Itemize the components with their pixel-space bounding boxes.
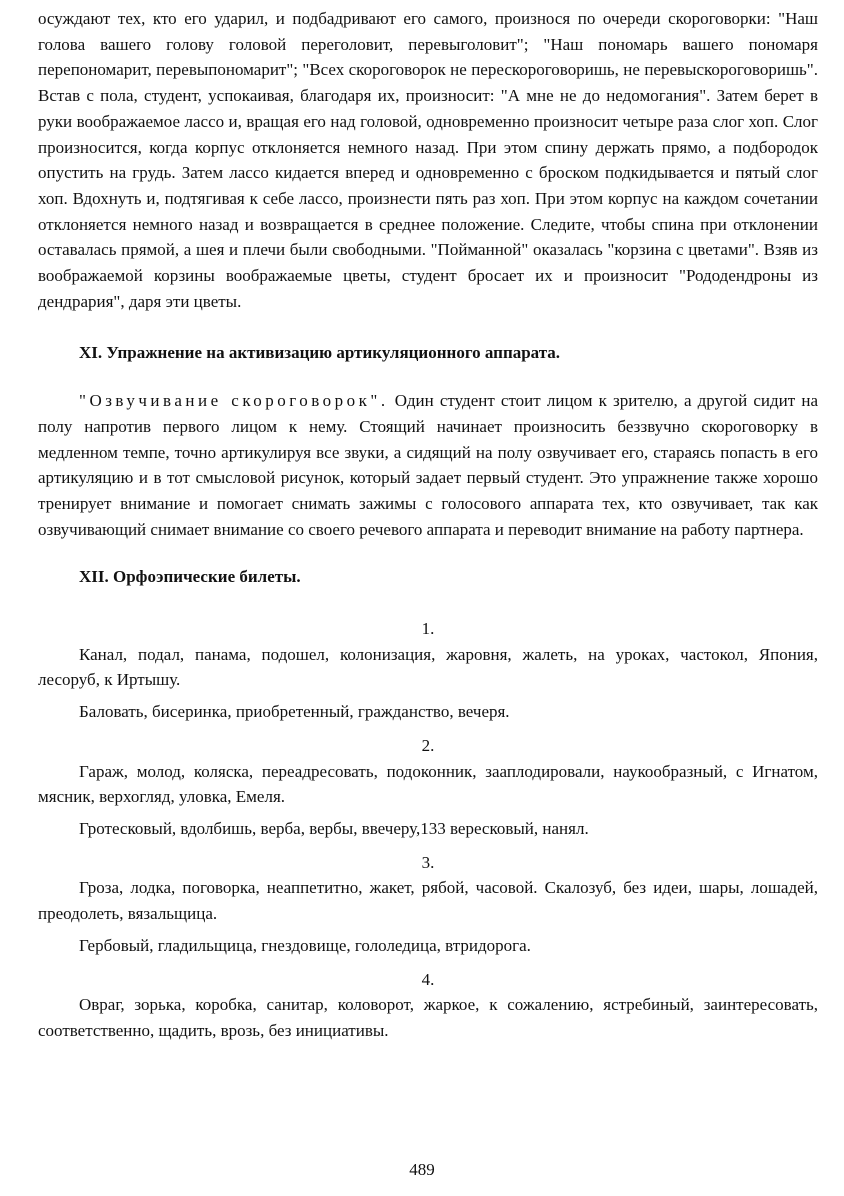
page-number: 489 xyxy=(409,1160,435,1179)
ticket-3 xyxy=(38,850,818,959)
exercise-title: "Озвучивание скороговорок". xyxy=(79,391,389,411)
section-11-heading: XI. Упражнение на активизацию артикуляционного аппарата. xyxy=(79,343,561,363)
ticket-line: Канал, подал, панама, подошел, колонизация, жаровня, жалеть, на уроках, частокол, Япония, лесоруб, к Иртышу. xyxy=(38,644,818,690)
ticket-line: Овраг, зорька, коробка, санитар, коловорот, жаркое, к сожалению, ястребиный, заинтересовать, соответственно, щадить, врозь, без инициативы. xyxy=(38,995,818,1040)
ticket-4 xyxy=(38,967,818,1044)
ticket-1 xyxy=(38,616,818,725)
ticket-number: 1. xyxy=(421,619,435,639)
ticket-number: 2. xyxy=(421,735,435,755)
ticket-line: Гербовый, гладильщица, гнездовище, гололедица, втридорога. xyxy=(79,935,531,955)
ticket-number: 3. xyxy=(421,852,435,872)
exercise-text: Один студент стоит лицом к зрителю, а другой сидит на полу напротив первого лицом к нему. Стоящий начинает произносить беззвучно скороговорку в медленном темпе, точно артикулируя все звуки, а сидящий на полу озвучивает его, стараясь попасть в его артикуляцию и в тот смысловой рисунок, который задает первый студент. Это упражнение также хорошо тренирует внимание и помогает снимать зажимы с голосового аппарата тех, кто озвучивает, так как озвучивающий снимает внимание со своего речевого аппарата и переводит внимание на работу партнера. xyxy=(38,391,819,539)
ticket-line: Гараж, молод, коляска, переадресовать, подоконник, зааплодировали, наукообразный, с Игнатом, мясник, верхогляд, уловка, Емеля. xyxy=(38,761,818,807)
ticket-line: Гроза, лодка, поговорка, неаппетитно, жакет, рябой, часовой. Скалозуб, без идеи, шары, лошадей, преодолеть, вязальщица. xyxy=(38,878,818,924)
ticket-2 xyxy=(38,733,818,842)
ticket-number: 4. xyxy=(421,969,435,989)
ticket-line: Гротесковый, вдолбишь, верба, вербы, ввечеру,133 вересковый, нанял. xyxy=(79,818,589,838)
intro-paragraph: осуждают тех, кто его ударил, и подбадривают его самого, произнося по очереди скороговорки: "Наш голова вашего голову головой переголовит, перевыголовит"; "Наш пономарь вашего пономаря перепономарит, перевыпономарит"; "Всех скороговорок не перескороговоришь, не перевыскороговоришь". Встав с пола, студент, успокаивая, благодаря их, произносит: "А мне не до недомогания". Затем берет в руки воображаемое лассо и, вращая его над головой, одновременно произносит четыре раза слог хоп. Слог произносится, когда корпус отклоняется немного назад. При этом спину держать прямо, а подбородок опустить на грудь. Затем лассо кидается вперед и одновременно с броском подкидывается и пятый слог хоп. Вдохнуть и, подтягивая к себе лассо, произнести пять раз хоп. При этом корпус на каждом сочетании отклоняется немного назад и возвращается в среднее положение. Следите, чтобы спина при отклонении оставалась прямой, а шея и плечи были свободными. "Пойманной" оказалась "корзина с цветами". Взяв из воображаемой корзины воображаемые цветы, студент бросает их и произносит "Рододендроны из дендрария", даря эти цветы. xyxy=(38,9,818,311)
page-content xyxy=(38,6,818,1044)
ticket-line: Баловать, бисеринка, приобретенный, гражданство, вечеря. xyxy=(79,702,510,722)
section-12-heading: XII. Орфоэпические билеты. xyxy=(79,567,301,587)
section-11-paragraph xyxy=(38,388,818,542)
